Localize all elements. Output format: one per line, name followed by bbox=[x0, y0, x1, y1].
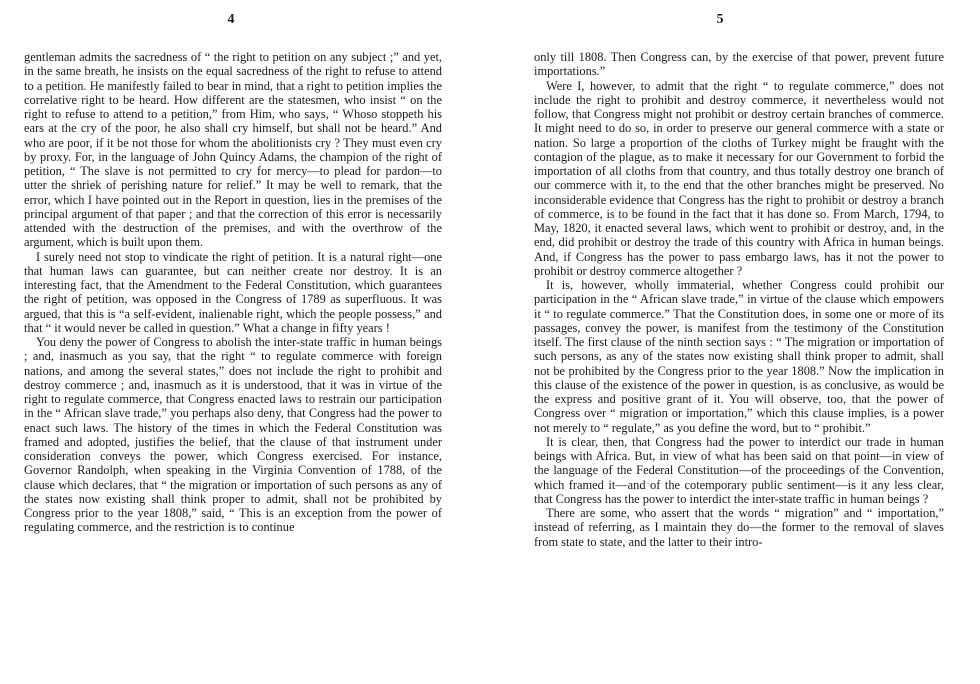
paragraph: It is clear, then, that Congress had the power to interdict our trade in human beings with Africa. But, in view of what has been said on that point—in view of the language of the Federal Constitution—of the proceedings of the Convention, which framed it—and of the cotemporary public sentiment—is it any less clear, that Congress has the power to interdict the inter-state traffic in human beings ? bbox=[534, 434, 944, 506]
paragraph: only till 1808. Then Congress can, by the exercise of that power, prevent future importations.” bbox=[534, 50, 944, 79]
page-number: 5 bbox=[716, 12, 724, 27]
paragraph: gentleman admits the sacredness of “ the right to petition on any subject ;” and yet, in the same breath, he insists on the equal sacredness of the right to refuse to attend to a petition. He manifestly failed to bear in mind, that a right to petition implies the correlative right to be heard. How different are the statesmen, who insist “ on the right to refuse to attend to a petition,” from Him, who says, “ Whoso stoppeth his ears at the cry of the poor, he also shall cry himself, but shall not be heard.” And who are poor, if it be not those for whom the abolitionists cry ? They must even cry by proxy. For, in the language of John Quincy Adams, the champion of the right of petition, “ The slave is not permitted to cry for mercy—to plead for pardon—to utter the shriek of perishing nature for relief.” It may be well to remark, that the error, which I have pointed out in the Report in question, lies in the premises of the principal argument of that paper ; and that the correction of this error is necessarily attended with the destruction of the premises, and with the overthrow of the argument, which is built upon them. bbox=[24, 50, 442, 250]
paragraph: You deny the power of Congress to abolish the inter-state traffic in human beings ; and, inasmuch as you say, that the right “ to regulate commerce with foreign nations, and among the several states,” does not include the right to prohibit and destroy commerce ; and, inasmuch as it is understood, that it was in virtue of the right to regulate commerce, that Congress enacted laws to restrain our participation in the “ African slave trade,” you perhaps also deny, that Congress had the power to enact such laws. The history of the times in which the Federal Constitution was framed and adopted, justifies the belief, that the clause of that instrument under consideration conveys the power, which Congress exercised. For instance, Governor Randolph, when speaking in the Virginia Convention of 1788, of the clause which declares, that “ the migration or importation of such persons as any of the states now existing shall think proper to admit, shall not be prohibited by Congress prior to the year 1808,” said, “ This is an exception from the power of regulating commerce, and the restriction is to continue bbox=[24, 335, 442, 535]
right-page bbox=[490, 0, 980, 684]
paragraph: It is, however, wholly immaterial, whether Congress could prohibit our participation in the “ African slave trade,” in virtue of the clause which empowers it “ to regulate commerce.” That the Constitution does, in some one or more of its passages, convey the power, is manifest from the testimony of the Constitution itself. The first clause of the ninth section says : “ The migration or importation of such persons, as any of the states now existing shall think proper to admit, shall not be prohibited by the Congress prior to the year 1808.” Now the implication in this clause of the existence of the power in question, is as conclusive, as would be the express and positive grant of it. You will observe, too, that the power of Congress over “ migration or importation,” which this clause implies, is a power not merely to “ regulate,” as you define the word, but to “ prohibit.” bbox=[534, 278, 944, 435]
paragraph: I surely need not stop to vindicate the right of petition. It is a natural right—one that human laws can guarantee, but can neither create nor destroy. It is an interesting fact, that the Amendment to the Federal Constitution, which guarantees the right of petition, was opposed in the Congress of 1789 as superfluous. It was argued, that this is “a self-evident, inalienable right, which the people possess,” and that “ it would never be called in question.” What a change in fifty years ! bbox=[24, 249, 442, 335]
paragraph: Were I, however, to admit that the right “ to regulate commerce,” does not include the right to prohibit and destroy commerce, it nevertheless would not follow, that Congress might not prohibit or destroy certain branches of commerce. It might need to do so, in order to preserve our general commerce with a state or nation. So large a proportion of the cloths of Turkey might be fraught with the contagion of the plague, as to make it necessary for our Government to forbid the importation of all cloths from that country, and thus totally destroy one branch of our commerce with it, to the end that the other branches might be preserved. No inconsiderable evidence that Congress has the right to prohibit or destroy a branch of commerce, is to be found in the fact that it has done so. From March, 1794, to May, 1820, it enacted several laws, which went to prohibit or destroy, and, in the end, did prohibit or destroy the trade of this country with Africa in human beings. And, if Congress has the power to pass embargo laws, has it not the power to prohibit or destroy commerce altogether ? bbox=[534, 78, 944, 278]
page-text bbox=[534, 50, 944, 549]
page-text bbox=[24, 50, 442, 535]
page-number: 4 bbox=[227, 12, 235, 27]
paragraph: There are some, who assert that the words “ migration” and “ importation,” instead of referring, as I maintain they do—the former to the removal of slaves from state to state, and the latter to their intro- bbox=[534, 506, 944, 549]
